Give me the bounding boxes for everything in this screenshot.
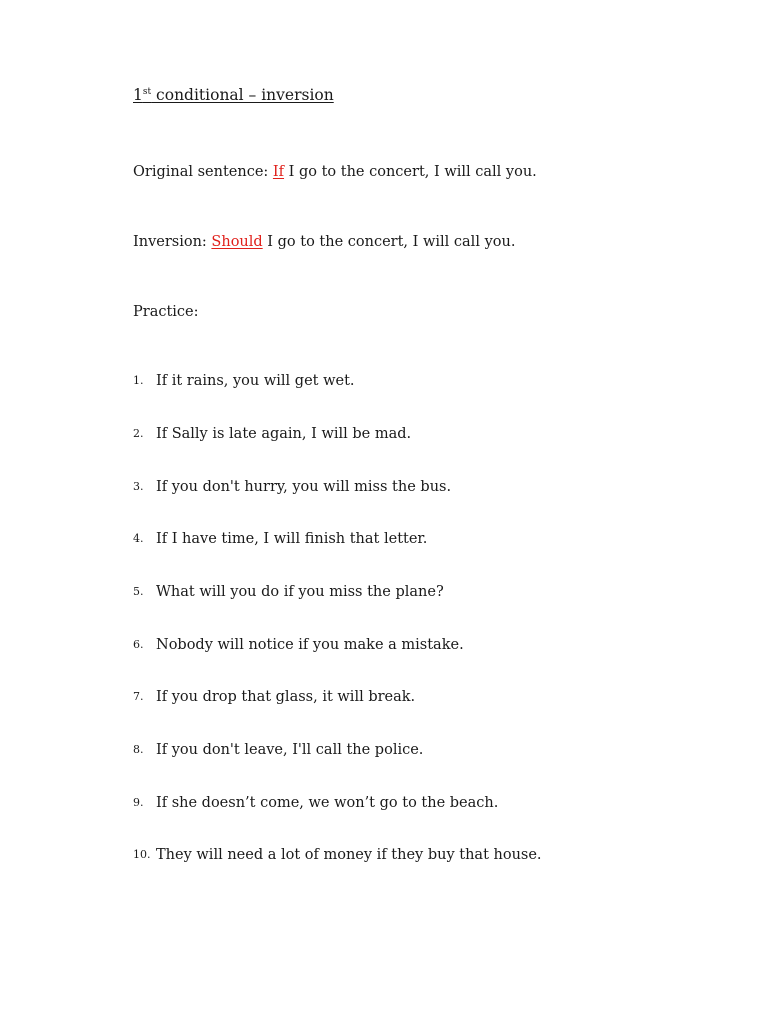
item-text: If Sally is late again, I will be mad. <box>156 426 412 442</box>
item-number: 5. <box>133 585 144 598</box>
item-text: If it rains, you will get wet. <box>156 373 355 389</box>
item-text: If I have time, I will finish that letter. <box>156 531 428 547</box>
item-number: 4. <box>133 532 144 545</box>
original-sentence <box>133 164 537 180</box>
list-item <box>133 847 542 863</box>
item-number: 6. <box>133 638 144 651</box>
item-number: 8. <box>133 743 144 756</box>
item-number: 9. <box>133 796 144 809</box>
item-text: What will you do if you miss the plane? <box>156 584 444 600</box>
item-number: 10. <box>133 848 151 861</box>
list-item <box>133 795 498 811</box>
title-superscript: st <box>142 87 152 97</box>
original-label: Original sentence: <box>133 164 273 180</box>
list-item <box>133 426 411 442</box>
title-number: 1 <box>133 86 143 104</box>
original-keyword: If <box>272 164 285 180</box>
item-number: 1. <box>133 374 144 387</box>
list-item <box>133 637 464 653</box>
item-number: 3. <box>133 480 144 493</box>
item-text: If she doesn’t come, we won’t go to the beach. <box>156 795 499 811</box>
inversion-rest: I go to the concert, I will call you. <box>262 234 516 250</box>
list-item <box>133 479 451 495</box>
list-item <box>133 742 423 758</box>
list-item <box>133 531 427 547</box>
item-text: If you don't hurry, you will miss the bus. <box>156 479 452 495</box>
item-text: If you don't leave, I'll call the police. <box>156 742 424 758</box>
list-item <box>133 689 415 705</box>
page-title <box>133 86 334 104</box>
title-text: conditional – inversion <box>151 86 334 104</box>
list-item <box>133 373 355 389</box>
inversion-keyword: Should <box>211 234 263 250</box>
inversion-sentence <box>133 234 515 250</box>
list-item <box>133 584 444 600</box>
practice-label: Practice: <box>133 304 199 320</box>
inversion-label: Inversion: <box>133 234 212 250</box>
item-text: If you drop that glass, it will break. <box>156 689 416 705</box>
item-text: They will need a lot of money if they buy that house. <box>156 847 542 863</box>
original-rest: I go to the concert, I will call you. <box>284 164 537 180</box>
item-number: 2. <box>133 427 144 440</box>
item-text: Nobody will notice if you make a mistake. <box>156 637 464 653</box>
item-number: 7. <box>133 690 144 703</box>
